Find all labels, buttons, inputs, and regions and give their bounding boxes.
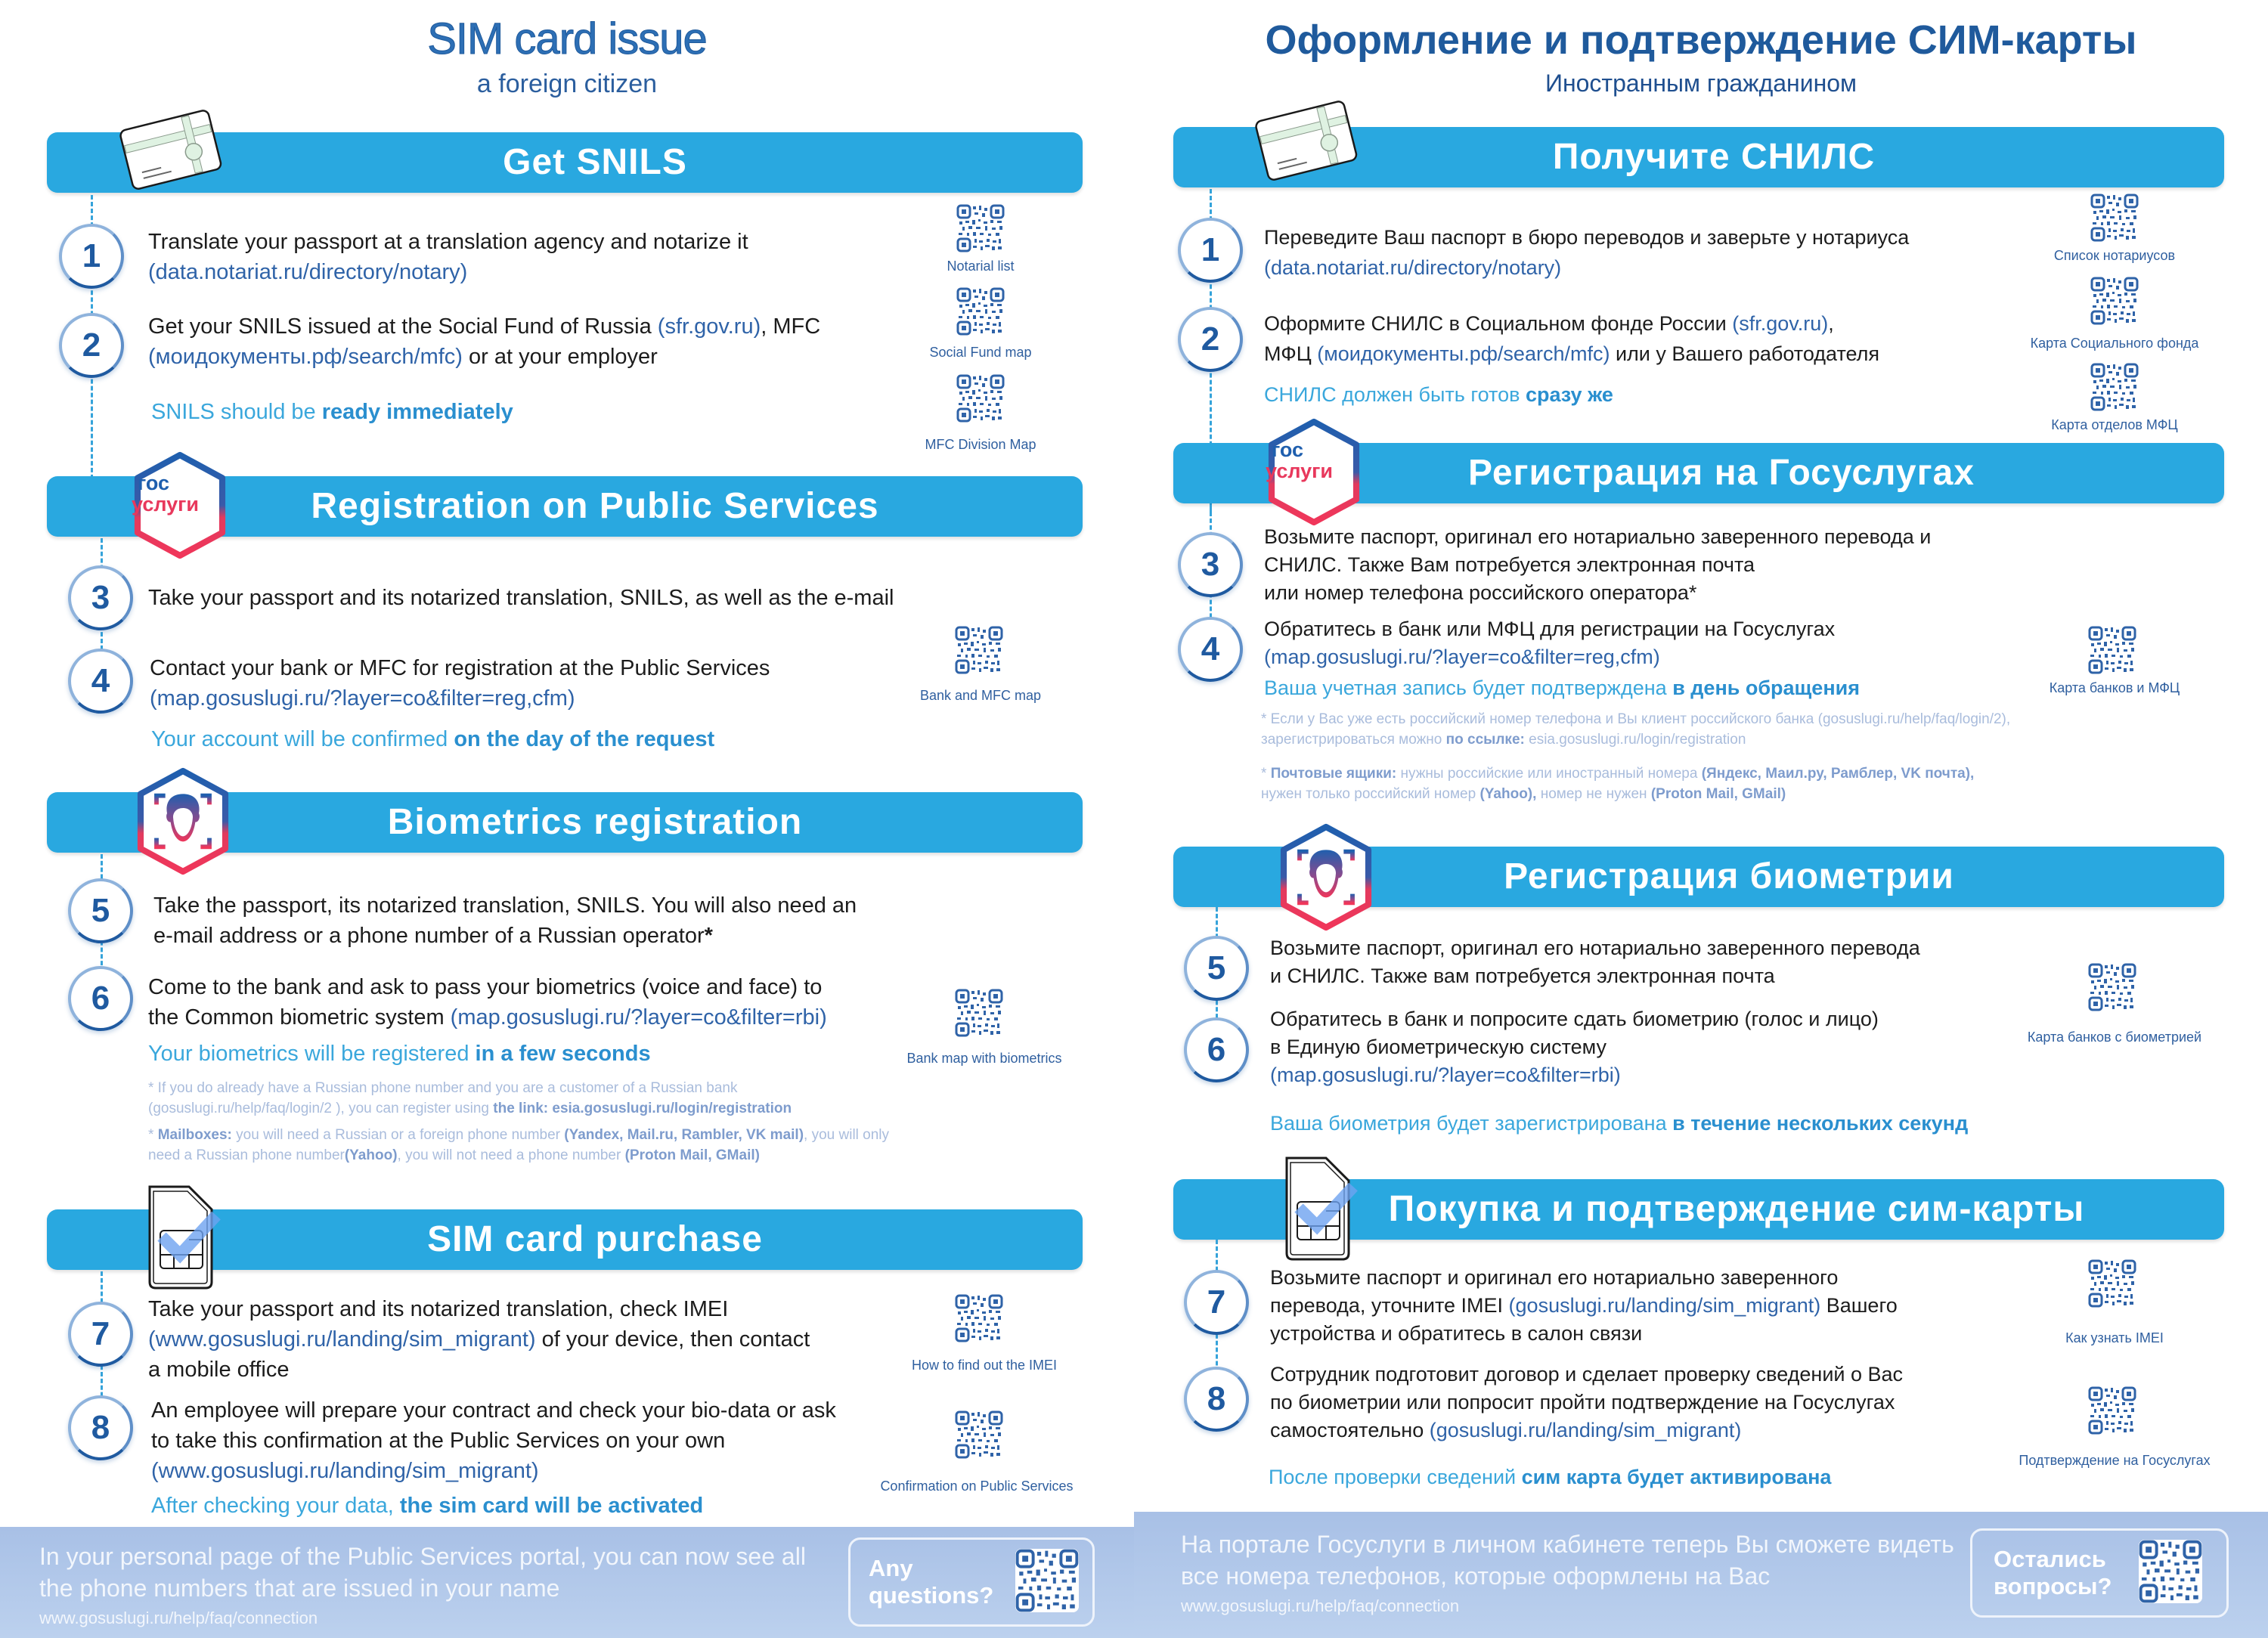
step-4-text: Contact your bank or MFC for registration at the Public Services (map.gosuslugi.ru/?layer=co&filter=reg,cfm) bbox=[150, 653, 770, 714]
qr-code[interactable] bbox=[2088, 626, 2136, 674]
any-questions-box[interactable] bbox=[1970, 1528, 2229, 1618]
sim-confirmation-link[interactable]: (gosuslugi.ru/landing/sim_migrant) bbox=[1429, 1419, 1742, 1441]
page-title: SIM card issue bbox=[427, 14, 707, 63]
qr-code[interactable] bbox=[955, 1294, 1003, 1342]
step-3-text: Take your passport and its notarized translation, SNILS, as well as the e-mail bbox=[148, 586, 894, 610]
biometrics-map-link[interactable]: (map.gosuslugi.ru/?layer=co&filter=rbi) bbox=[1270, 1064, 1621, 1086]
sim-note: После проверки сведений сим карта будет активирована bbox=[1269, 1466, 1832, 1488]
qr-label: MFC Division Map bbox=[925, 437, 1036, 452]
footnote-mailboxes: * Почтовые ящики: нужны российские или иностранный номера (Яндекс, Маил.ру, Рамблер, VK почта), нужен только российский номер (Yahoo), номер не нужен (Proton Mail, GMail) bbox=[1261, 766, 1975, 802]
step-8-text: An employee will prepare your contract and check your bio-data or ask to take this confirmation at the Public Services on your own (www.gosuslugi.ru/landing/sim_migrant) bbox=[151, 1395, 836, 1486]
qr-code[interactable] bbox=[2090, 194, 2139, 242]
page-subtitle: Иностранным гражданином bbox=[1545, 70, 1857, 97]
section-title: SIM card purchase bbox=[427, 1219, 763, 1259]
step-number-5: 5 bbox=[1184, 936, 1249, 1001]
qr-code[interactable] bbox=[2088, 1386, 2136, 1435]
qr-label: Social Fund map bbox=[929, 345, 1032, 360]
sim-card-check-icon bbox=[142, 1182, 221, 1296]
qr-label: Карта отделов МФЦ bbox=[2051, 417, 2178, 432]
id-card-icon bbox=[1255, 97, 1368, 210]
qr-label: How to find out the IMEI bbox=[911, 1358, 1058, 1373]
qr-code[interactable] bbox=[955, 626, 1003, 674]
section-title: Получите СНИЛС bbox=[1552, 137, 1876, 177]
sfr-link[interactable]: (sfr.gov.ru) bbox=[1732, 312, 1829, 335]
step-4-text: Обратитесь в банк или МФЦ для регистрации на Госуслугах (map.gosuslugi.ru/?layer=co&filter=reg,cfm) bbox=[1264, 615, 1835, 671]
face-scan-icon bbox=[130, 766, 236, 876]
gosuslugi-logo-icon: гос услуги bbox=[127, 451, 233, 560]
step-number-1: 1 bbox=[1178, 218, 1243, 283]
step-3-text: Возьмите паспорт, оригинал его нотариально заверенного перевода и СНИЛС. Также Вам потребуется электронная почта или номер телефона российского оператора* bbox=[1264, 525, 1932, 604]
step-7-text: Возьмите паспорт и оригинал его нотариально заверенного перевода, уточните IMEI (gosuslugi.ru/landing/sim_migrant) Вашего устройства и обратитесь в салон связи bbox=[1270, 1266, 1898, 1345]
qr-label: Bank map with biometrics bbox=[906, 1051, 1062, 1066]
step-2-text: Get your SNILS issued at the Social Fund of Russia (sfr.gov.ru), MFC (моидокументы.рф/search/mfc) or at your employer bbox=[148, 314, 821, 369]
step-number-1: 1 bbox=[59, 224, 124, 289]
step-number-2: 2 bbox=[59, 313, 124, 378]
step-5-text: Возьмите паспорт, оригинал его нотариально заверенного перевода и СНИЛС. Также вам потребуется электронная почта bbox=[1270, 937, 1920, 987]
section-title: Регистрация биометрии bbox=[1504, 856, 1954, 896]
footer-banner bbox=[1134, 1512, 2268, 1638]
section-title: Покупка и подтверждение сим-карты bbox=[1388, 1189, 2085, 1229]
footnote-phone: * Если у Вас уже есть российский номер телефона и Вы клиент российского банка (gosuslugi.ru/help/faq/login/2), зарегистрироваться можно по ссылке: esia.gosuslugi.ru/login/registration bbox=[1261, 711, 2011, 748]
account-note: Ваша учетная запись будет подтверждена в день обращения bbox=[1264, 677, 1860, 699]
account-note: Your account will be confirmed on the day of the request bbox=[151, 727, 715, 751]
any-questions-box[interactable] bbox=[848, 1537, 1095, 1627]
registration-map-link[interactable]: (map.gosuslugi.ru/?layer=co&filter=reg,cfm) bbox=[1264, 646, 1660, 668]
step-number-4: 4 bbox=[1178, 617, 1243, 682]
footer-url[interactable]: www.gosuslugi.ru/help/faq/connection bbox=[1181, 1596, 1460, 1615]
gosuslugi-logo-icon: гос услуги bbox=[1261, 417, 1367, 527]
step-number-6: 6 bbox=[1184, 1017, 1249, 1082]
any-questions-label: Остались вопросы? bbox=[1994, 1546, 2112, 1599]
qr-code[interactable] bbox=[2090, 363, 2139, 411]
step-2-text: Оформите СНИЛС в Социальном фонде России (sfr.gov.ru), МФЦ (моидокументы.рф/search/mfc) или у Вашего работодателя bbox=[1264, 312, 1880, 365]
section-title: Get SNILS bbox=[503, 142, 687, 182]
qr-label: Bank and MFC map bbox=[919, 688, 1042, 703]
qr-label: Карта банков и МФЦ bbox=[2049, 680, 2180, 695]
step-number-6: 6 bbox=[68, 966, 133, 1031]
qr-code[interactable] bbox=[956, 374, 1005, 423]
step-number-7: 7 bbox=[1184, 1270, 1249, 1335]
footnote-mailboxes: * Mailboxes: you will need a Russian or a foreign phone number (Yandex, Mail.ru, Rambler, VK mail), you will only need a Russian phone number(Yahoo), you will not need a phone number (Proton Mail, GMail) bbox=[148, 1127, 890, 1163]
any-questions-label: Any questions? bbox=[869, 1555, 994, 1609]
snils-note: СНИЛС должен быть готов сразу же bbox=[1264, 383, 1613, 406]
qr-label: Карта Социального фонда bbox=[2030, 336, 2199, 351]
footer-banner bbox=[0, 1527, 1134, 1638]
step-number-4: 4 bbox=[68, 649, 133, 714]
qr-code[interactable] bbox=[2088, 1259, 2136, 1308]
step-7-text: Take your passport and its notarized translation, check IMEI (www.gosuslugi.ru/landing/sim_migrant) of your device, then contact a mobile office bbox=[148, 1297, 810, 1382]
sim-card-check-icon bbox=[1279, 1153, 1358, 1267]
imei-link[interactable]: (www.gosuslugi.ru/landing/sim_migrant) bbox=[148, 1327, 536, 1352]
qr-label: Список нотариусов bbox=[2053, 248, 2176, 263]
qr-label: Как узнать IMEI bbox=[2065, 1330, 2164, 1345]
step-number-7: 7 bbox=[68, 1302, 133, 1367]
qr-code[interactable] bbox=[956, 287, 1005, 336]
face-scan-icon bbox=[1273, 822, 1379, 932]
sim-confirmation-link[interactable]: (www.gosuslugi.ru/landing/sim_migrant) bbox=[151, 1459, 539, 1483]
step-1-text: Переведите Ваш паспорт в бюро переводов и заверьте у нотариуса (data.notariat.ru/directory/notary) bbox=[1264, 222, 1909, 283]
footer-url[interactable]: www.gosuslugi.ru/help/faq/connection bbox=[39, 1609, 318, 1627]
esia-registration-link[interactable]: the link: esia.gosuslugi.ru/login/registration bbox=[493, 1101, 792, 1116]
registration-map-link[interactable]: (map.gosuslugi.ru/?layer=co&filter=reg,cfm) bbox=[150, 686, 575, 711]
qr-code[interactable] bbox=[1015, 1549, 1079, 1612]
qr-code[interactable] bbox=[955, 1410, 1003, 1459]
step-6-text: Come to the bank and ask to pass your biometrics (voice and face) to the Common biometric system (map.gosuslugi.ru/?layer=co&filter=rbi) bbox=[148, 975, 827, 1030]
section-title: Регистрация на Госуслугах bbox=[1468, 453, 1975, 493]
snils-note: SNILS should be ready immediately bbox=[151, 400, 513, 424]
qr-code[interactable] bbox=[2090, 277, 2139, 325]
imei-link[interactable]: (gosuslugi.ru/landing/sim_migrant) bbox=[1508, 1294, 1821, 1317]
qr-code[interactable] bbox=[955, 989, 1003, 1037]
notary-link[interactable]: (data.notariat.ru/directory/notary) bbox=[1264, 256, 1562, 279]
biometrics-note: Your biometrics will be registered in a few seconds bbox=[148, 1042, 651, 1066]
qr-label: Confirmation on Public Services bbox=[880, 1479, 1074, 1494]
mfc-link[interactable]: (моидокументы.рф/search/mfc) bbox=[1317, 342, 1610, 365]
esia-registration-link[interactable]: esia.gosuslugi.ru/login/registration bbox=[1529, 732, 1746, 748]
qr-label: Карта банков с биометрией bbox=[2027, 1030, 2202, 1045]
footnote-phone: * If you do already have a Russian phone number and you are a customer of a Russian bank (gosuslugi.ru/help/faq/login/2 ), you can register using the link: esia.gosuslugi.ru/login/registration bbox=[148, 1080, 792, 1116]
footer-message: In your personal page of the Public Services portal, you can now see all the phone numbers that are issued in your name bbox=[39, 1543, 806, 1602]
step-number-2: 2 bbox=[1178, 307, 1243, 372]
step-5-text: Take the passport, its notarized translation, SNILS. You will also need an e-mail address or a phone number of a Russian operator* bbox=[153, 893, 857, 948]
step-8-text: Сотрудник подготовит договор и сделает проверку сведений о Вас по биометрии или попросит пройти подтверждение на Госуслугах самостоятельно (gosuslugi.ru/landing/sim_migrant) bbox=[1270, 1363, 1904, 1441]
sfr-link[interactable]: (sfr.gov.ru) bbox=[657, 314, 761, 339]
qr-code[interactable] bbox=[2088, 963, 2136, 1011]
footer-message: На портале Госуслуги в личном кабинете теперь Вы сможете видеть все номера телефонов, которые оформлены на Вас bbox=[1181, 1531, 1954, 1590]
sim-note: After checking your data, the sim card will be activated bbox=[151, 1494, 704, 1518]
qr-label: Notarial list bbox=[947, 259, 1015, 274]
section-title: Registration on Public Services bbox=[311, 486, 879, 526]
qr-label: Подтверждение на Госуслугах bbox=[2019, 1453, 2211, 1468]
step-number-3: 3 bbox=[1178, 532, 1243, 597]
step-6-text: Обратитесь в банк и попросите сдать биометрию (голос и лицо) в Единую биометрическую систему (map.gosuslugi.ru/?layer=co&filter=rbi) bbox=[1270, 1005, 1879, 1089]
step-number-5: 5 bbox=[68, 878, 133, 943]
id-card-icon bbox=[119, 106, 233, 219]
step-number-8: 8 bbox=[68, 1395, 133, 1460]
qr-code[interactable] bbox=[956, 204, 1005, 252]
page-title: Оформление и подтверждение СИМ-карты bbox=[1265, 17, 2137, 63]
qr-code[interactable] bbox=[2139, 1540, 2202, 1603]
page-subtitle: a foreign citizen bbox=[476, 70, 658, 98]
biometrics-map-link[interactable]: (map.gosuslugi.ru/?layer=co&filter=rbi) bbox=[450, 1005, 827, 1030]
step-number-8: 8 bbox=[1184, 1367, 1249, 1432]
mfc-link[interactable]: (моидокументы.рф/search/mfc) bbox=[148, 345, 463, 369]
notary-link[interactable]: (data.notariat.ru/directory/notary) bbox=[148, 260, 468, 284]
section-title: Biometrics registration bbox=[387, 802, 803, 842]
step-1-text: Translate your passport at a translation agency and notarize it (data.notariat.ru/directory/notary) bbox=[148, 227, 748, 287]
step-number-3: 3 bbox=[68, 565, 133, 630]
biometrics-note: Ваша биометрия будет зарегистрирована в течение нескольких секунд bbox=[1270, 1112, 1969, 1135]
